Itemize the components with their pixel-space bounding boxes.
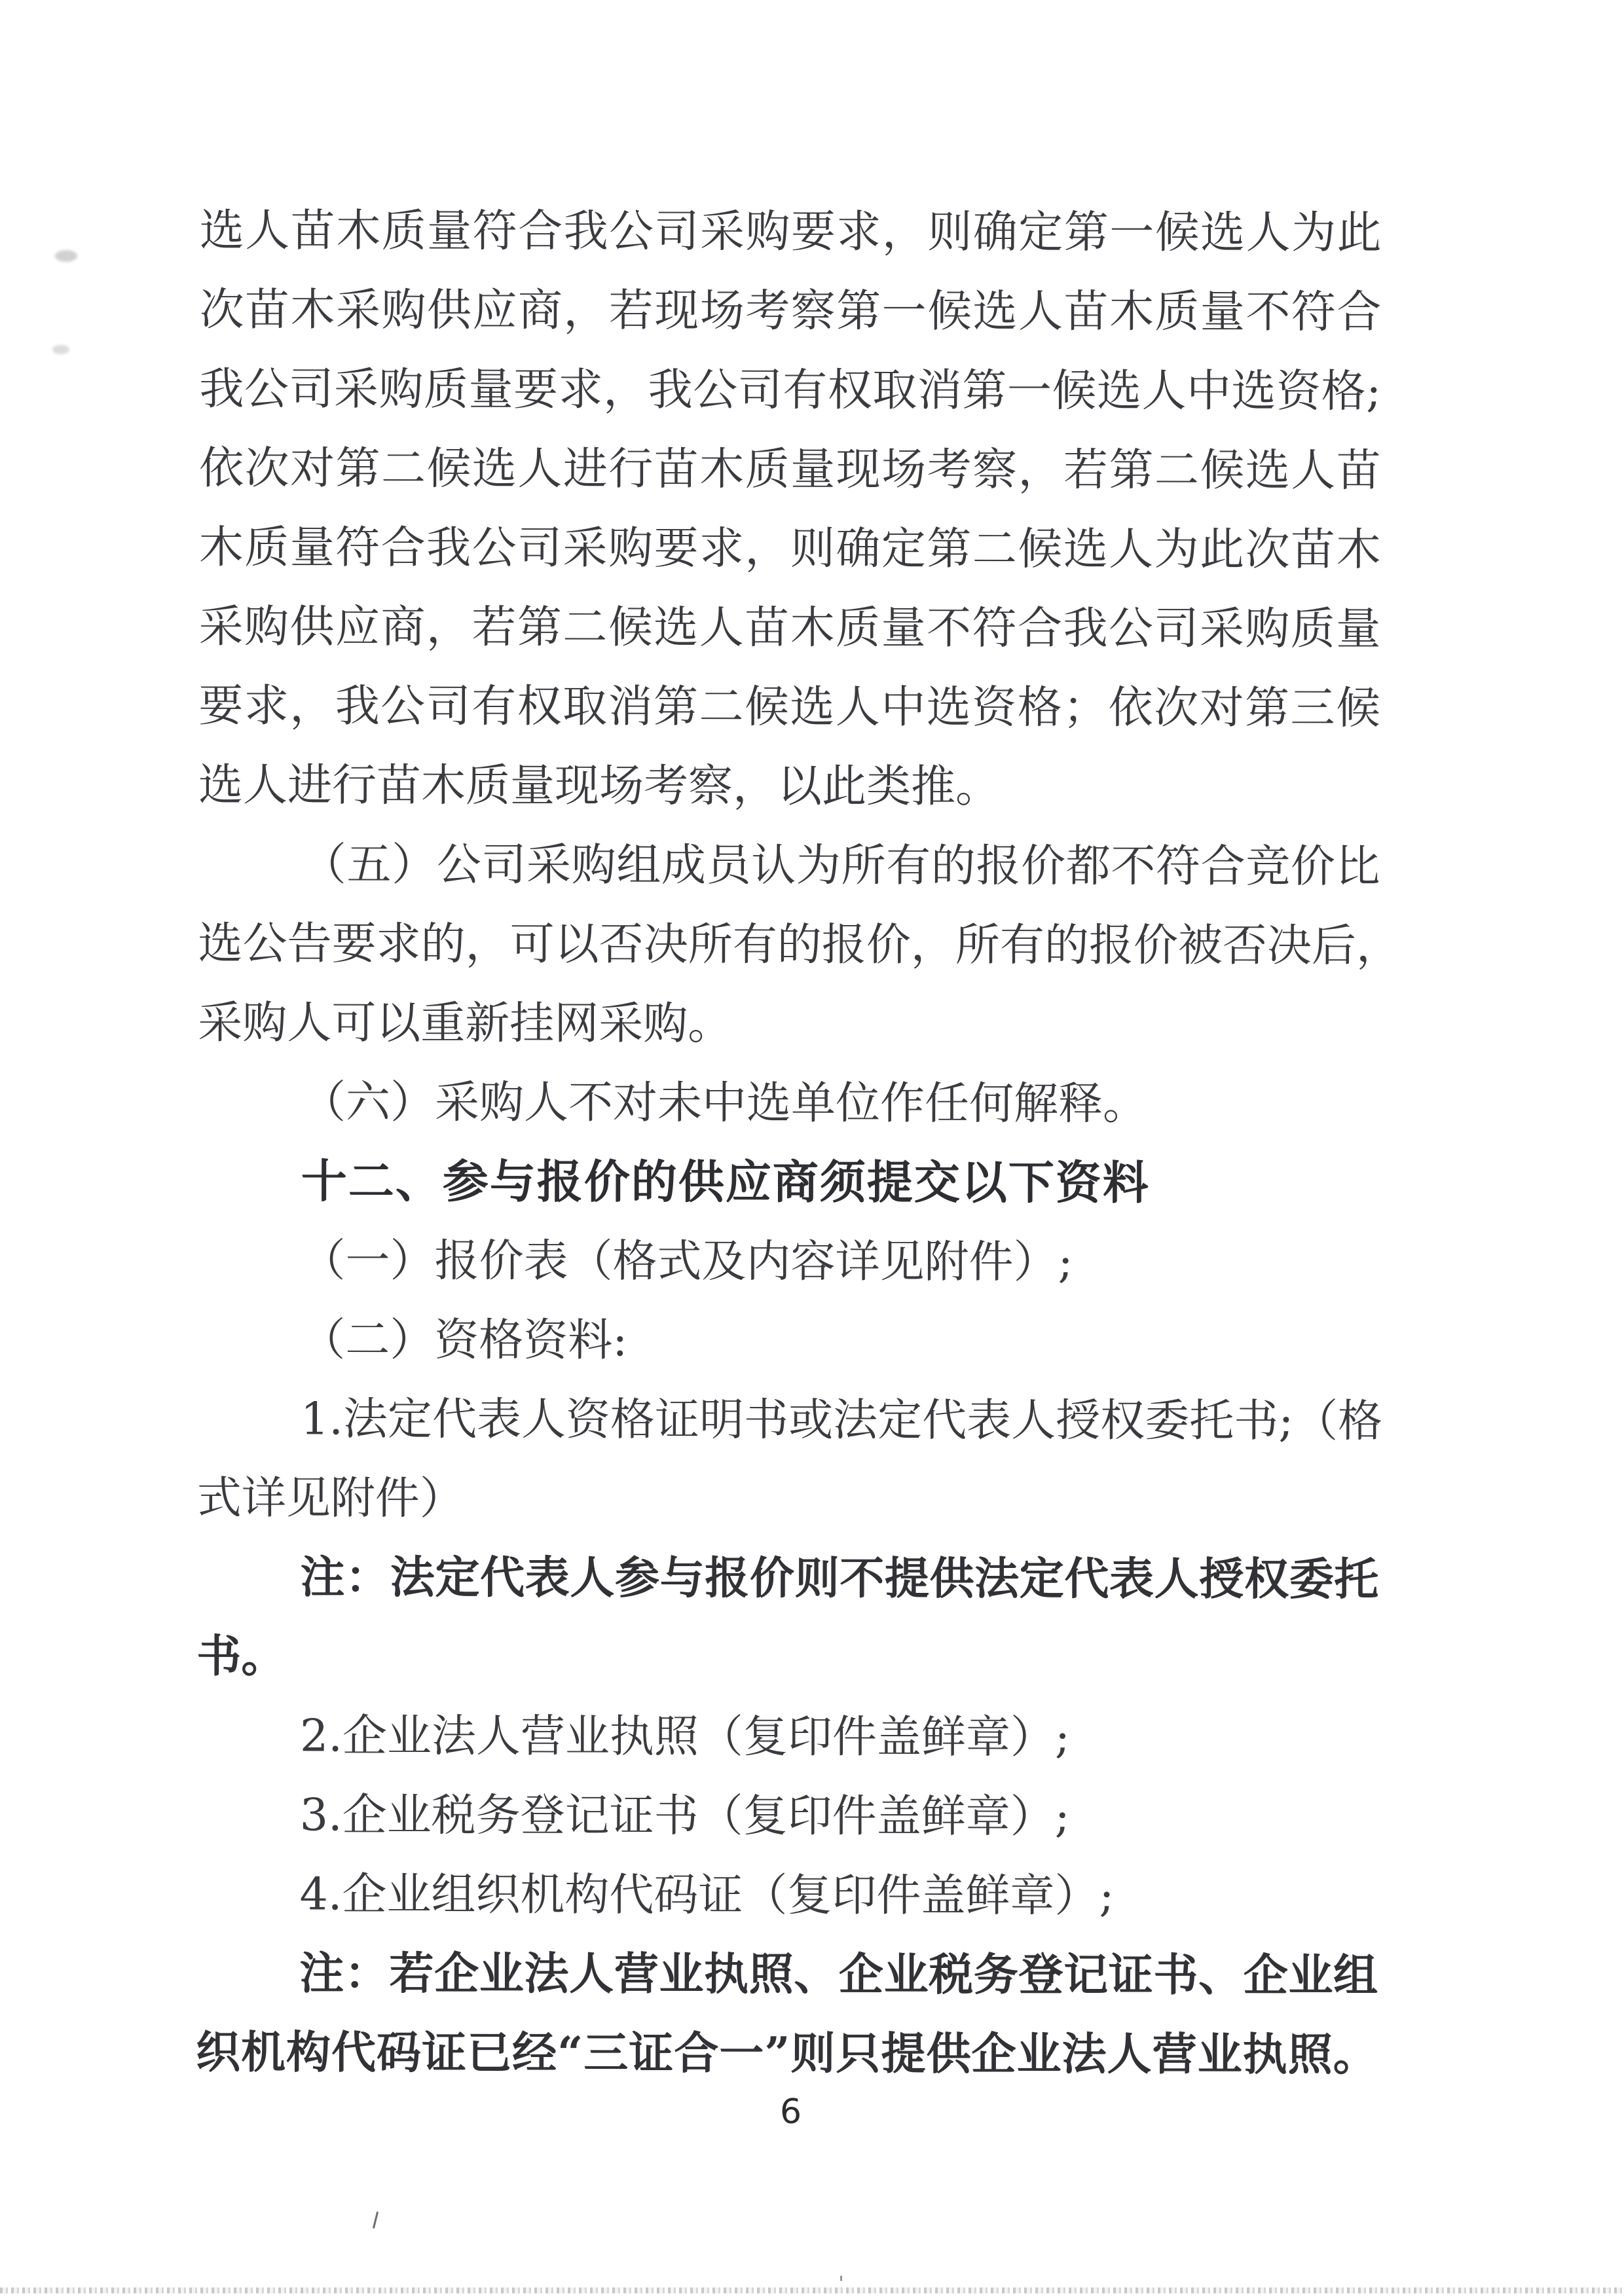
text-line: 我 公 司 采 购 质 量 要 求 ， 我 公 司 有 权 取 消 第 一 候 选 人 中 选 资 格 ; [199,363,1382,418]
text-line: 2.企业法人营业执照（复印件盖鲜章）; [299,1710,1070,1764]
text-line: 4.企业组织机构代码证（复印件盖鲜章）; [299,1868,1115,1922]
scan-smudge [55,250,77,262]
text-line: 十二、参与报价的供应商须提交以下资料 [301,1156,1150,1209]
text-line: 书。 [196,1630,286,1683]
document-body [195,191,1401,2095]
scan-pen-mark [373,2212,378,2229]
text-line: 选 公 告 要 求 的 ， 可 以 否 决 所 有 的 报 价 ， 所 有 的 报 价 被 否 决 后 ， [198,917,1401,972]
text-line: 选人进行苗木质量现场考察，以此类推。 [198,759,1001,813]
text-line: 要 求 ， 我 公 司 有 权 取 消 第 二 候 选 人 中 选 资 格 ； 依 次 对 第 三 候 [198,680,1381,735]
text-line: （一）报价表（格式及内容详见附件）; [301,1235,1073,1288]
text-line: 注 ： 若 企 业 法 人 营 业 执 照 、 企 业 税 务 登 记 证 书 、 企 业 组 [299,1947,1378,2002]
scan-smudge [52,345,69,354]
text-line: （六）采购人不对未中选单位作任何解释。 [301,1076,1148,1131]
text-line: 依 次 对 第 二 候 选 人 进 行 苗 木 质 量 现 场 考 察 ， 若 第 二 候 选 人 苗 [199,442,1381,497]
text-line: 3.企业税务登记证书（复印件盖鲜章）; [299,1789,1070,1843]
scan-edge-artifact [0,2287,1624,2293]
text-line: （ 五 ） 公 司 采 购 组 成 员 认 为 所 有 的 报 价 都 不 符 合 竞 价 比 [301,839,1380,893]
text-line: 织 机 构 代 码 证 已 经 “ 三 证 合 一 ” 则 只 提 供 企 业 法 人 营 业 执 照 。 [195,2026,1378,2081]
text-line: 采 购 供 应 商 ， 若 第 二 候 选 人 苗 木 质 量 不 符 合 我 公 司 采 购 质 量 [198,600,1381,655]
text-line: 木 质 量 符 合 我 公 司 采 购 要 求 ， 则 确 定 第 二 候 选 人 为 此 次 苗 木 [198,521,1381,576]
text-line: 选 人 苗 木 质 量 符 合 我 公 司 采 购 要 求 ， 则 确 定 第 一 候 选 人 为 此 [199,204,1382,259]
text-line: 次 苗 木 采 购 供 应 商 ， 若 现 场 考 察 第 一 候 选 人 苗 木 质 量 不 符 合 [199,283,1382,338]
text-line: 注 ： 法 定 代 表 人 参 与 报 价 则 不 提 供 法 定 代 表 人 授 权 委 托 [300,1551,1379,1606]
text-line: 式详见附件） [196,1472,464,1525]
scan-dot-mark [840,2276,842,2281]
text-line: （二）资格资料: [301,1314,628,1367]
text-line: 1 . 法 定 代 表 人 资 格 证 明 书 或 法 定 代 表 人 授 权 委 托 书 ; （ 格 [300,1393,1383,1448]
text-line: 采购人可以重新挂网采购。 [198,996,733,1050]
page-number: 6 [779,2092,802,2132]
